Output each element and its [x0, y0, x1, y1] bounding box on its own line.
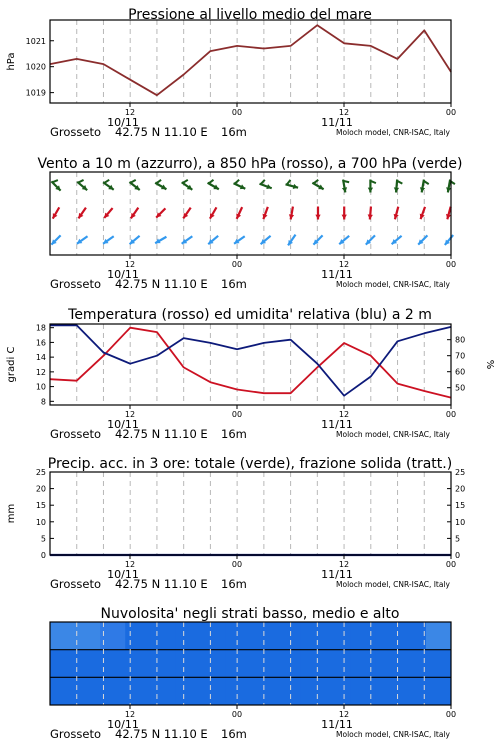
- cloud-cell-alto: [225, 622, 251, 650]
- cloud-cell-medio: [225, 650, 251, 678]
- chart-title: Pressione al livello medio del mare: [128, 7, 372, 23]
- coords-label: 42.75 N 11.10 E: [115, 277, 208, 291]
- wind-arrow-10m: [51, 235, 60, 244]
- arrow-barb: [78, 180, 83, 183]
- wind-arrow-850hPa: [368, 207, 373, 220]
- location-label: Grosseto: [50, 125, 102, 139]
- x-tick-label: 00: [231, 560, 243, 569]
- x-tick-label: 12: [124, 410, 136, 419]
- x-tick-label: 12: [124, 560, 136, 569]
- y-axis-tick-label: 18: [35, 323, 46, 333]
- y-axis-tick-label: 14: [35, 353, 46, 363]
- y-axis-right-tick-label: 60: [455, 367, 466, 377]
- y-axis-right-tick-label: 20: [455, 484, 466, 494]
- wind-arrow-10m: [234, 236, 245, 243]
- x-tick-label: 00: [445, 560, 457, 569]
- cloud-cell-basso: [100, 677, 126, 705]
- y-axis-tick-label: 16: [35, 338, 46, 348]
- y-axis-right-tick-label: 5: [455, 534, 461, 544]
- wind-arrow-850hPa: [183, 208, 190, 219]
- x-tick-label: 00: [231, 710, 243, 719]
- arrow-barb: [52, 180, 58, 182]
- elevation-label: 16m: [221, 727, 247, 741]
- cloud-cell-basso: [301, 677, 327, 705]
- x-tick-label: 00: [445, 260, 457, 269]
- location-label: Grosseto: [50, 277, 102, 291]
- wind-arrow-10m: [77, 236, 88, 243]
- wind-arrow-700hPa: [103, 180, 114, 190]
- chart-title: Precip. acc. in 3 ore: totale (verde), frazione solida (tratt.): [47, 456, 453, 472]
- location-label: Grosseto: [50, 427, 102, 441]
- date-label: 10/11: [107, 418, 139, 431]
- y-axis-right-tick-label: 15: [455, 501, 466, 511]
- wind-arrow-850hPa: [156, 208, 165, 217]
- y-axis-tick-label: 8: [40, 397, 46, 407]
- credit-label: Moloch model, CNR-ISAC, Italy: [336, 430, 450, 439]
- wind-arrow-700hPa: [259, 180, 271, 189]
- wind-arrow-700hPa: [286, 180, 299, 189]
- credit-label: Moloch model, CNR-ISAC, Italy: [336, 580, 450, 589]
- coords-label: 42.75 N 11.10 E: [115, 427, 208, 441]
- x-tick-label: 12: [338, 260, 350, 269]
- y-axis-tick-label: 5: [40, 534, 46, 544]
- arrow-barb: [287, 180, 291, 185]
- y-axis-label: hPa: [6, 52, 17, 71]
- wind-arrow-850hPa: [78, 208, 85, 219]
- cloud-cell-alto: [401, 622, 427, 650]
- wind-arrow-10m: [261, 236, 271, 244]
- cloud-cell-alto: [75, 622, 101, 650]
- y-axis-label: mm: [6, 503, 17, 524]
- y-axis-right-tick-label: 25: [455, 468, 466, 477]
- cloud-cell-alto: [150, 622, 176, 650]
- x-tick-label: 00: [445, 710, 457, 719]
- date-label: 10/11: [107, 568, 139, 581]
- y-axis-tick-label: 12: [35, 367, 46, 377]
- y-axis-tick-label: 1021: [25, 36, 46, 46]
- chart-title: Vento a 10 m (azzurro), a 850 hPa (rosso), a 700 hPa (verde): [37, 156, 463, 172]
- coords-label: 42.75 N 11.10 E: [115, 125, 208, 139]
- cloud-cell-alto: [200, 622, 226, 650]
- cloud-cell-alto: [50, 622, 76, 650]
- cloud-cell-basso: [276, 677, 302, 705]
- cloud-cell-medio: [326, 650, 352, 678]
- panel-5: [50, 606, 456, 741]
- arrow-barb: [209, 180, 214, 184]
- credit-label: Moloch model, CNR-ISAC, Italy: [336, 280, 450, 289]
- cloud-cell-medio: [351, 650, 377, 678]
- wind-arrow-10m: [392, 236, 402, 244]
- credit-label: Moloch model, CNR-ISAC, Italy: [336, 730, 450, 739]
- wind-arrow-10m: [103, 236, 114, 243]
- wind-arrow-10m: [313, 235, 322, 244]
- x-tick-label: 00: [231, 260, 243, 269]
- cloud-cell-basso: [401, 677, 427, 705]
- cloud-cell-alto: [326, 622, 352, 650]
- wind-arrow-700hPa: [77, 180, 87, 190]
- plot-frame: [50, 20, 451, 103]
- arrow-head: [342, 215, 347, 220]
- cloud-cell-alto: [175, 622, 201, 650]
- wind-arrow-700hPa: [394, 180, 403, 193]
- arrow-head: [315, 215, 320, 220]
- plot-frame: [50, 324, 451, 405]
- arrow-barb: [131, 180, 136, 183]
- y-axis-tick-label: 0: [40, 551, 46, 560]
- wind-arrow-850hPa: [131, 208, 138, 219]
- cloud-cell-alto: [276, 622, 302, 650]
- cloud-cell-alto: [426, 622, 452, 650]
- temperature-line: [50, 328, 451, 398]
- chart-title: Nuvolosita' negli strati basso, medio e alto: [100, 606, 400, 622]
- plot-frame: [50, 172, 451, 255]
- x-tick-label: 12: [338, 108, 350, 117]
- cloud-cell-basso: [75, 677, 101, 705]
- panel-2: [37, 156, 462, 291]
- x-tick-label: 12: [338, 560, 350, 569]
- y-axis-tick-label: 10: [35, 517, 46, 527]
- date-label: 10/11: [107, 268, 139, 281]
- wind-arrow-700hPa: [51, 180, 60, 191]
- date-label: 11/11: [321, 568, 353, 581]
- elevation-label: 16m: [221, 577, 247, 591]
- elevation-label: 16m: [221, 427, 247, 441]
- cloud-cell-medio: [175, 650, 201, 678]
- panel-4: [6, 456, 465, 591]
- date-label: 11/11: [321, 268, 353, 281]
- cloud-cell-medio: [276, 650, 302, 678]
- wind-arrow-850hPa: [104, 208, 112, 218]
- y-axis-right-tick-label: 50: [455, 383, 466, 393]
- y-axis-right-tick-label: 10: [455, 517, 466, 527]
- coords-label: 42.75 N 11.10 E: [115, 727, 208, 741]
- cloud-cell-basso: [326, 677, 352, 705]
- cloud-cell-alto: [125, 622, 151, 650]
- wind-arrow-850hPa: [289, 207, 294, 220]
- cloud-cell-medio: [200, 650, 226, 678]
- cloud-cell-basso: [351, 677, 377, 705]
- location-label: Grosseto: [50, 577, 102, 591]
- x-tick-label: 00: [231, 410, 243, 419]
- date-label: 11/11: [321, 116, 353, 129]
- x-tick-label: 12: [338, 710, 350, 719]
- wind-arrow-700hPa: [312, 180, 323, 189]
- cloud-cell-medio: [75, 650, 101, 678]
- wind-arrow-850hPa: [315, 207, 320, 220]
- wind-arrow-10m: [130, 236, 140, 244]
- x-tick-label: 12: [124, 260, 136, 269]
- credit-label: Moloch model, CNR-ISAC, Italy: [336, 128, 450, 137]
- cloud-cell-medio: [125, 650, 151, 678]
- y-axis-label: gradi C: [6, 346, 17, 383]
- date-label: 11/11: [321, 418, 353, 431]
- pressure-line: [50, 25, 451, 95]
- y-axis-tick-label: 10: [35, 382, 46, 392]
- x-tick-label: 12: [124, 710, 136, 719]
- wind-arrow-850hPa: [210, 207, 217, 218]
- cloud-cell-basso: [200, 677, 226, 705]
- cloud-cell-basso: [426, 677, 452, 705]
- x-tick-label: 12: [338, 410, 350, 419]
- x-tick-label: 00: [231, 108, 243, 117]
- cloud-cell-alto: [351, 622, 377, 650]
- cloud-cell-basso: [125, 677, 151, 705]
- wind-arrow-10m: [208, 236, 218, 244]
- y-axis-right-tick-label: 0: [455, 551, 461, 560]
- cloud-cell-basso: [150, 677, 176, 705]
- cloud-cell-alto: [251, 622, 277, 650]
- elevation-label: 16m: [221, 277, 247, 291]
- arrow-barb: [183, 180, 188, 183]
- cloud-cell-medio: [426, 650, 452, 678]
- wind-arrow-850hPa: [53, 207, 60, 218]
- y-axis-right-tick-label: 70: [455, 351, 466, 361]
- cloud-cell-basso: [50, 677, 76, 705]
- arrow-barb: [343, 181, 349, 182]
- wind-arrow-700hPa: [208, 180, 219, 189]
- panel-3: [6, 307, 495, 441]
- cloud-cell-medio: [251, 650, 277, 678]
- plot-frame: [50, 472, 451, 555]
- chart-title: Temperatura (rosso) ed umidita' relativa (blu) a 2 m: [68, 307, 432, 323]
- y-axis-tick-label: 20: [35, 484, 46, 494]
- wind-arrow-850hPa: [263, 207, 268, 219]
- cloud-cell-medio: [50, 650, 76, 678]
- cloud-cell-medio: [401, 650, 427, 678]
- panel-1: [6, 7, 456, 139]
- cloud-cell-basso: [175, 677, 201, 705]
- wind-arrow-700hPa: [234, 180, 246, 189]
- x-tick-label: 00: [445, 410, 457, 419]
- x-tick-label: 12: [124, 108, 136, 117]
- wind-arrow-700hPa: [342, 180, 349, 193]
- wind-arrow-10m: [445, 235, 453, 245]
- arrow-head: [368, 188, 373, 193]
- y-axis-right-tick-label: 80: [455, 335, 466, 345]
- date-label: 11/11: [321, 718, 353, 731]
- y-axis-tick-label: 25: [35, 468, 46, 477]
- cloud-cell-medio: [150, 650, 176, 678]
- arrow-head: [394, 187, 399, 192]
- date-label: 10/11: [107, 116, 139, 129]
- arrow-barb: [104, 180, 109, 183]
- cloud-cell-basso: [251, 677, 277, 705]
- cloud-cell-basso: [376, 677, 402, 705]
- cloud-cell-medio: [301, 650, 327, 678]
- cloud-cell-alto: [301, 622, 327, 650]
- date-label: 10/11: [107, 718, 139, 731]
- wind-arrow-850hPa: [446, 207, 451, 220]
- cloud-cell-basso: [225, 677, 251, 705]
- wind-arrow-10m: [418, 235, 427, 244]
- wind-arrow-850hPa: [342, 207, 347, 220]
- y-axis-tick-label: 1019: [25, 88, 46, 98]
- y-axis-tick-label: 1020: [25, 62, 46, 72]
- y-axis-right-label: %: [484, 359, 495, 370]
- humidity-line: [50, 325, 451, 395]
- coords-label: 42.75 N 11.10 E: [115, 577, 208, 591]
- elevation-label: 16m: [221, 125, 247, 139]
- y-axis-tick-label: 15: [35, 501, 46, 511]
- wind-arrow-10m: [288, 235, 295, 246]
- wind-arrow-700hPa: [129, 180, 139, 190]
- wind-arrow-700hPa: [368, 180, 376, 193]
- location-label: Grosseto: [50, 727, 102, 741]
- arrow-head: [368, 214, 373, 219]
- x-tick-label: 00: [445, 108, 457, 117]
